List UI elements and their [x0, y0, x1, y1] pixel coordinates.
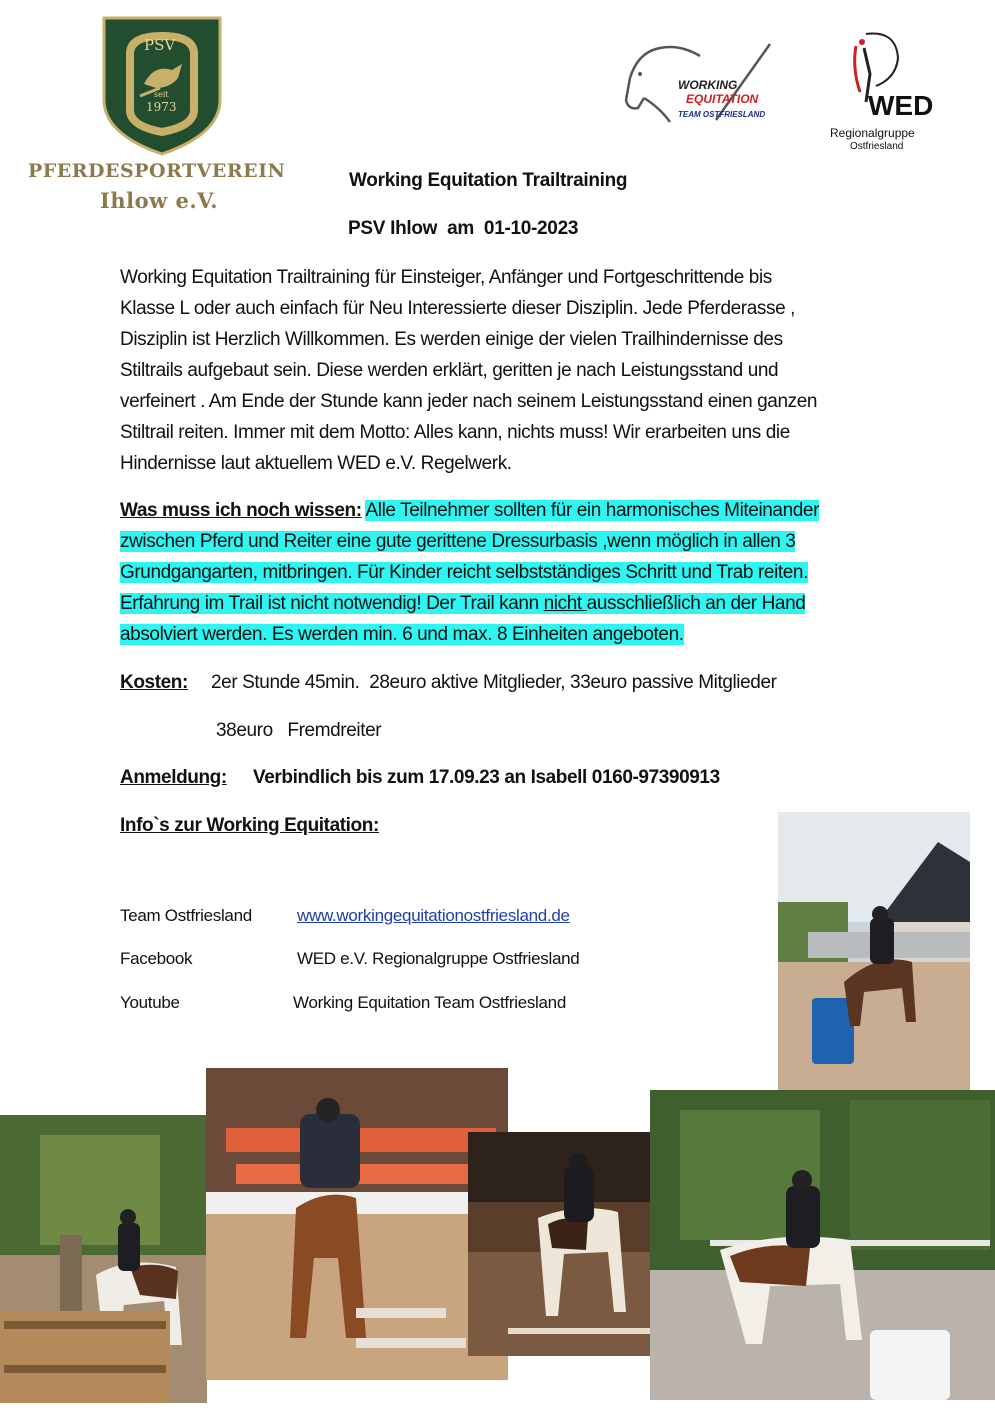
info-label: Youtube — [120, 993, 180, 1012]
psv-seit-text: seit — [154, 90, 169, 99]
psv-logo — [100, 14, 224, 156]
wissen-section — [120, 495, 920, 650]
team-website-link[interactable]: www.workingequitationostfriesland.de — [297, 906, 570, 925]
wed-line1: Regionalgruppe — [830, 126, 915, 140]
kosten-line1: 2er Stunde 45min. 28euro aktive Mitglieder, 33euro passive Mitglieder — [211, 672, 777, 693]
wed-line2: Ostfriesland — [850, 141, 904, 152]
wissen-line: absolviert werden. Es werden min. 6 und max. 8 Einheiten angeboten. — [120, 624, 684, 645]
youtube-value: Working Equitation Team Ostfriesland — [293, 993, 566, 1012]
info-label: Team Ostfriesland — [120, 906, 252, 925]
info-row-facebook — [120, 949, 192, 969]
wissen-line4-before: Erfahrung im Trail ist nicht notwendig! Der Trail kann — [120, 593, 544, 614]
infos-heading: Info`s zur Working Equitation: — [120, 815, 379, 836]
intro-line: Stiltrail reiten. Immer mit dem Motto: Alles kann, nichts muss! Wir erarbeiten uns die — [120, 422, 790, 443]
kosten-label — [120, 667, 188, 698]
psv-name-line2: Ihlow e.V. — [100, 188, 219, 213]
intro-line: Hindernisse laut aktuellem WED e.V. Regelwerk. — [120, 453, 512, 474]
we-logo-line1: WORKING — [678, 78, 738, 92]
intro-line: Working Equitation Trailtraining für Einsteiger, Anfänger und Fortgeschrittende bis — [120, 267, 772, 288]
wed-logo — [826, 28, 936, 154]
intro-line: verfeinert . Am Ende der Stunde kann jeder nach seinem Leistungsstand einen ganzen — [120, 391, 818, 412]
psv-name-line1: PFERDESPORTVEREIN — [28, 160, 286, 182]
photo-rider-gate — [0, 1115, 207, 1403]
photo-rider-pinto-outdoor — [650, 1090, 995, 1400]
info-row-team — [120, 906, 252, 926]
wissen-label: Was muss ich noch wissen: — [120, 500, 362, 521]
wed-mark: WED — [868, 90, 934, 121]
psv-seal-text: PSV — [144, 36, 176, 54]
kosten-label-text: Kosten: — [120, 672, 188, 693]
page-title: Working Equitation Trailtraining — [349, 170, 628, 191]
wissen-line: Grundgangarten, mitbringen. Für Kinder reicht selbstständiges Schritt und Trab reiten. — [120, 562, 808, 583]
we-logo-line3: TEAM OSTFRIESLAND — [678, 110, 766, 119]
intro-line: Stiltrails aufgebaut sein. Diese werden erklärt, geritten je nach Leistungsstand und — [120, 360, 779, 381]
intro-line: Klasse L oder auch einfach für Neu Interessierte dieser Disziplin. Jede Pferderasse , — [120, 298, 795, 319]
wissen-line: zwischen Pferd und Reiter eine gute gerittene Dressurbasis ,wenn möglich in allen 3 — [120, 531, 796, 552]
photo-rider-indoor — [206, 1068, 508, 1380]
kosten-line2: 38euro Fremdreiter — [216, 720, 382, 741]
wissen-line4-after: ausschließlich an der Hand — [586, 593, 806, 614]
psv-year-text: 1973 — [146, 100, 177, 114]
anmeldung-text: Verbindlich bis zum 17.09.23 an Isabell 0160-97390913 — [253, 767, 720, 788]
anmeldung-label-text: Anmeldung: — [120, 767, 227, 788]
anmeldung-label — [120, 762, 227, 793]
photo-rider-barrel — [778, 812, 970, 1102]
intro-paragraph — [120, 262, 900, 479]
info-label: Facebook — [120, 949, 193, 968]
intro-line: Disziplin ist Herzlich Willkommen. Es werden einige der vielen Trailhindernisse des — [120, 329, 783, 350]
working-equitation-logo — [620, 38, 776, 130]
wissen-line — [120, 593, 805, 614]
we-logo-line2: EQUITATION — [686, 92, 759, 106]
wissen-line: Alle Teilnehmer sollten für ein harmonisches Miteinander — [365, 500, 820, 521]
info-row-youtube — [120, 993, 180, 1013]
page-subtitle: PSV Ihlow am 01-10-2023 — [348, 218, 579, 239]
wissen-line4-emphasis: nicht — [543, 593, 587, 614]
facebook-value: WED e.V. Regionalgruppe Ostfriesland — [297, 949, 580, 968]
